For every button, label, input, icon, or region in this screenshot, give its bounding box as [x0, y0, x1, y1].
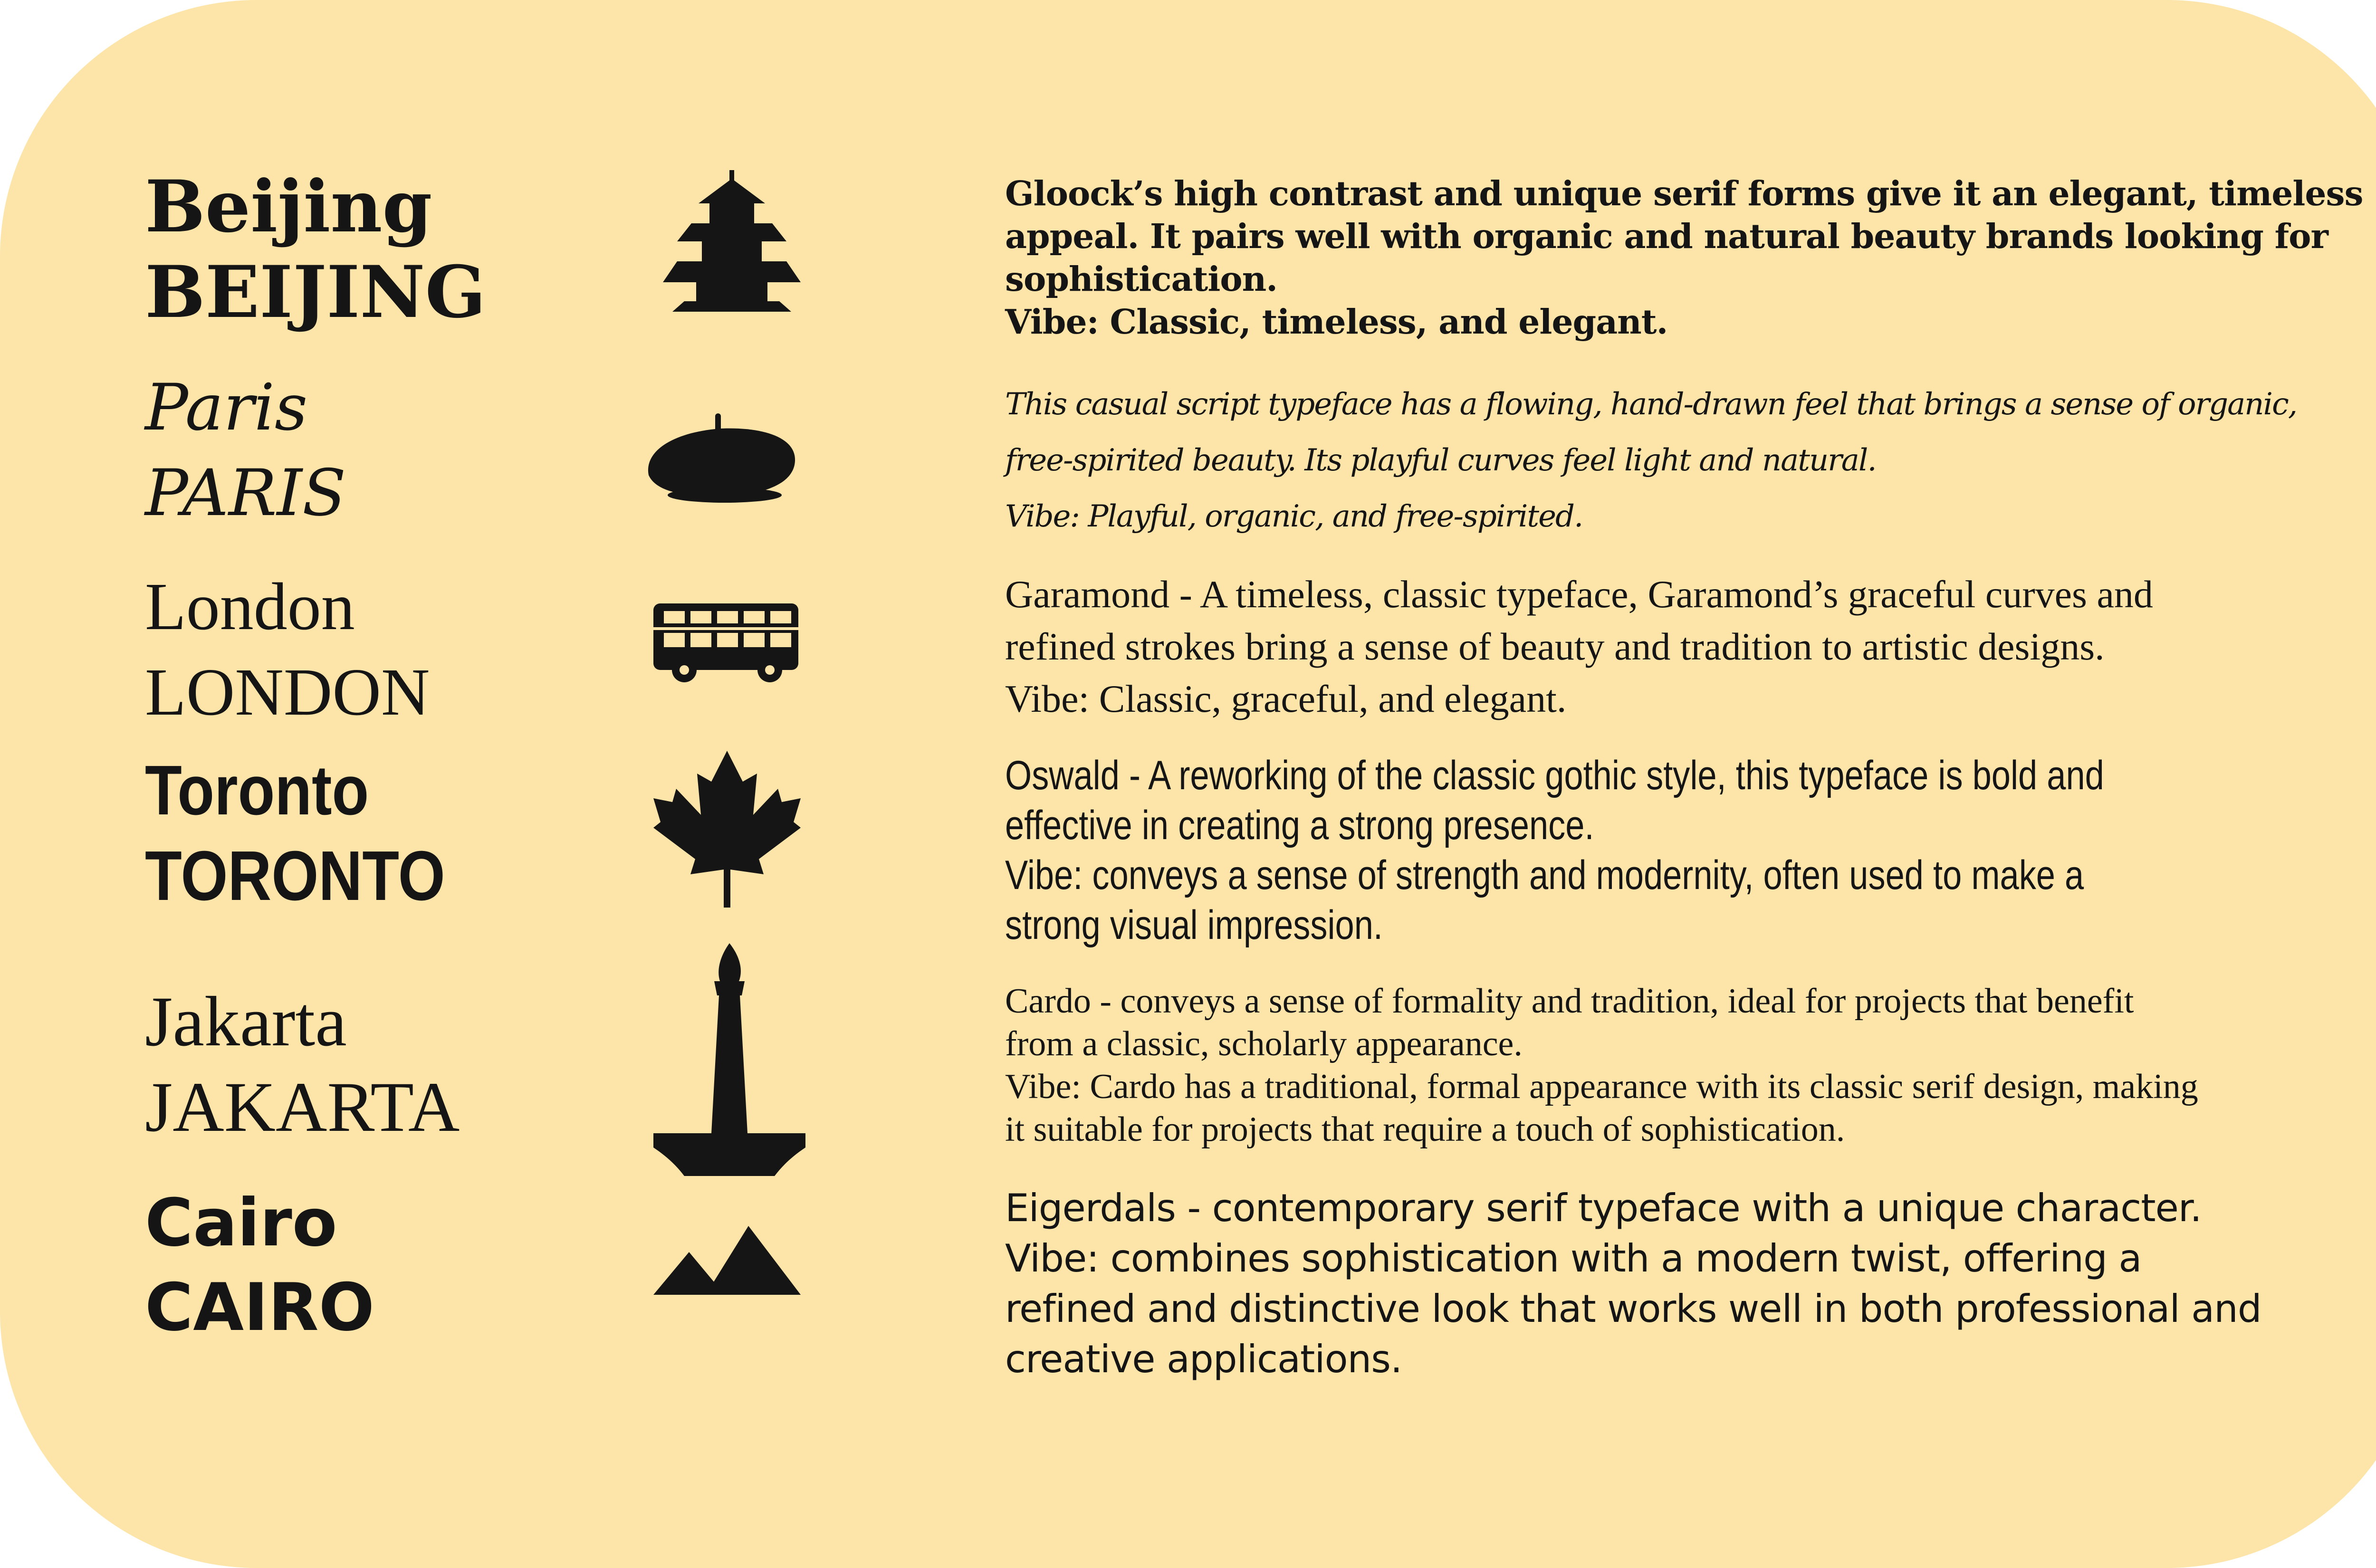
maple-leaf-icon: [653, 751, 801, 908]
font-description-beijing: [1005, 172, 2363, 343]
city-name: Beijing: [145, 165, 432, 249]
city-title-beijing: [145, 165, 486, 342]
font-description-jakarta: [1005, 980, 2198, 1151]
description-line: from a classic, scholarly appearance.: [1005, 1024, 1523, 1063]
temple-of-heaven-icon: [658, 170, 805, 317]
city-name: Paris: [145, 370, 308, 445]
city-title-london: [145, 569, 430, 744]
description-line: Cardo - conveys a sense of formality and tradition, ideal for projects that benefit: [1005, 982, 2134, 1021]
description-line: creative applications.: [1005, 1337, 1402, 1381]
city-name: Cairo: [145, 1185, 337, 1261]
font-description-london: [1005, 568, 2153, 725]
font-description-toronto: [1005, 751, 2104, 950]
description-line: it suitable for projects that require a touch of sophistication.: [1005, 1110, 1845, 1149]
description-vibe: Vibe: Classic, timeless, and elegant.: [1005, 302, 1668, 342]
description-line: Oswald - A reworking of the classic gothic style, this typeface is bold and: [1005, 753, 2104, 798]
description-vibe: Vibe: Cardo has a traditional, formal appearance with its classic serif design, making: [1005, 1067, 2198, 1106]
city-name: Jakarta: [145, 982, 347, 1061]
city-title-jakarta: [145, 982, 460, 1157]
city-name: London: [145, 569, 355, 644]
description-vibe: Vibe: Playful, organic, and free-spirited.: [1005, 499, 1583, 534]
description-line: This casual script typeface has a flowing, hand-drawn feel that brings a sense of organic,: [1005, 387, 2297, 422]
description-line: Garamond - A timeless, classic typeface, Garamond’s graceful curves and: [1005, 573, 2153, 616]
description-vibe: Vibe: conveys a sense of strength and modernity, often used to make a: [1005, 852, 2084, 898]
description-line: effective in creating a strong presence.: [1005, 803, 1594, 848]
city-name-uppercase: PARIS: [145, 456, 346, 530]
font-description-cairo: [1005, 1183, 2261, 1385]
description-line: refined and distinctive look that works well in both professional and: [1005, 1287, 2261, 1331]
description-vibe: Vibe: combines sophistication with a modern twist, offering a: [1005, 1236, 2142, 1281]
city-name-uppercase: JAKARTA: [145, 1068, 460, 1147]
description-line: appeal. It pairs well with organic and natural beauty brands looking for: [1005, 216, 2328, 256]
city-name-uppercase: LONDON: [145, 654, 430, 729]
description-line: Eigerdals - contemporary serif typeface with a unique character.: [1005, 1186, 2202, 1230]
description-line: free-spirited beauty. Its playful curves feel light and natural.: [1005, 443, 1876, 478]
city-name: Toronto: [145, 751, 369, 830]
description-line: strong visual impression.: [1005, 902, 1383, 948]
double-decker-bus-icon: [653, 603, 801, 684]
city-title-toronto: [145, 751, 445, 927]
description-line: Gloock’s high contrast and unique serif forms give it an elegant, timeless: [1005, 173, 2363, 213]
beret-icon: [644, 413, 796, 504]
city-name-uppercase: BEIJING: [145, 250, 486, 334]
city-title-cairo: [145, 1185, 374, 1359]
pyramids-icon: [653, 1226, 801, 1295]
description-line: sophistication.: [1005, 259, 1278, 299]
font-description-paris: [1005, 376, 2297, 545]
city-name-uppercase: CAIRO: [145, 1269, 374, 1346]
city-title-paris: [145, 370, 346, 546]
national-monument-icon: [653, 943, 805, 1176]
city-name-uppercase: TORONTO: [145, 837, 445, 915]
description-line: refined strokes bring a sense of beauty and tradition to artistic designs.: [1005, 625, 2105, 668]
description-vibe: Vibe: Classic, graceful, and elegant.: [1005, 677, 1567, 720]
